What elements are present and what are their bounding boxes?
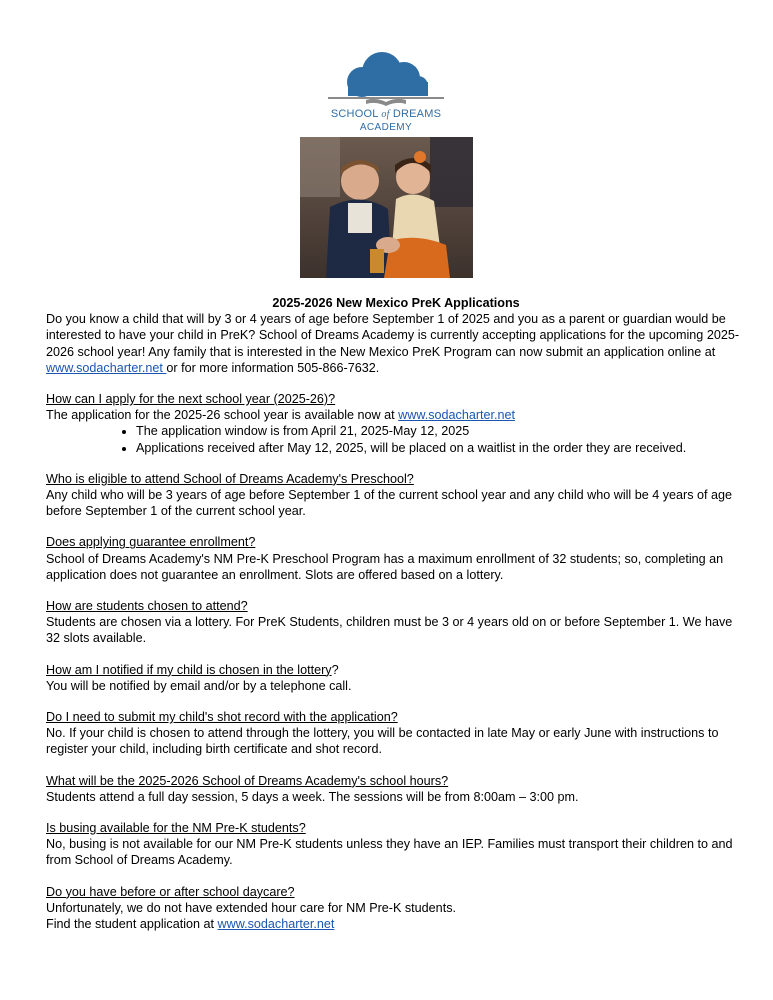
answer-shot: No. If your child is chosen to attend through the lottery, you will be contacted in late May or early June with instructions to register your child, including birth certificate and shot record. [46, 726, 719, 757]
apply-bullet-list [46, 423, 746, 455]
children-photo [300, 137, 473, 278]
answer-chosen: Students are chosen via a lottery. For PreK Students, children must be 3 or 4 years old on or before September 1. We have 32 slots available. [46, 615, 733, 646]
answer-notified: You will be notified by email and/or by a telephone call. [46, 678, 352, 693]
find-application: Find the student application at www.sodacharter.net [46, 917, 335, 932]
question-eligible: Who is eligible to attend School of Dreams Academy's Preschool? [46, 471, 414, 486]
question-daycare: Do you have before or after school daycare? [46, 884, 295, 899]
answer-hours: Students attend a full day session, 5 days a week. The sessions will be from 8:00am – 3:00 pm. [46, 789, 579, 804]
question-chosen: How are students chosen to attend? [46, 599, 248, 614]
application-link[interactable]: www.sodacharter.net [217, 917, 335, 932]
logo-subtitle: ACADEMY [359, 122, 413, 133]
page-title: 2025-2026 New Mexico PreK Applications [272, 296, 520, 310]
bullet-item: • Applications received after May 12, 2025, will be placed on a waitlist in the order they are received. [136, 440, 746, 456]
logo-title: SCHOOL of DREAMS [330, 108, 442, 120]
answer-busing: No, busing is not available for our NM Pre-K students unless they have an IEP. Families must transport their children to and from School of Dreams Academy. [46, 837, 733, 868]
bullet-item: • The application window is from April 21, 2025-May 12, 2025 [136, 423, 746, 439]
document-body [46, 295, 746, 932]
question-busing: Is busing available for the NM Pre-K students? [46, 821, 306, 836]
cloud-book-icon [318, 50, 454, 108]
question-notified: How am I notified if my child is chosen in the lottery? [46, 662, 339, 677]
answer-daycare: Unfortunately, we do not have extended hour care for NM Pre-K students. [46, 900, 456, 915]
question-guarantee: Does applying guarantee enrollment? [46, 535, 256, 550]
answer-guarantee: School of Dreams Academy's NM Pre-K Preschool Program has a maximum enrollment of 32 students; so, completing an application does not guarantee an enrollment. Slots are offered based on a lottery. [46, 551, 724, 582]
question-shot: Do I need to submit my child's shot record with the application? [46, 710, 398, 725]
question-hours: What will be the 2025-2026 School of Dreams Academy's school hours? [46, 773, 449, 788]
question-apply: How can I apply for the next school year (2025-26)? [46, 392, 336, 407]
children-photo-icon [300, 137, 473, 278]
intro-paragraph [46, 311, 746, 376]
school-logo [318, 50, 454, 134]
intro-text: Do you know a child that will by 3 or 4 years of age before September 1 of 2025 and you as a parent or guardian would be interested to have your child in PreK? School of Dreams Academy is currently accepting applications for the upcoming 2025-2026 school year! Any family that is interested in the New Mexico PreK Program can now submit an application online at [46, 312, 740, 359]
answer-apply: The application for the 2025-26 school year is available now at www.sodacharter.net [46, 408, 516, 423]
intro-contact: or for more information 505-866-7632. [166, 360, 380, 375]
apply-link[interactable]: www.sodacharter.net [398, 408, 516, 423]
website-link[interactable]: www.sodacharter.net [46, 360, 167, 375]
answer-eligible: Any child who will be 3 years of age before September 1 of the current school year and any child who will be 4 years of age before September 1 of the current school year. [46, 488, 733, 519]
